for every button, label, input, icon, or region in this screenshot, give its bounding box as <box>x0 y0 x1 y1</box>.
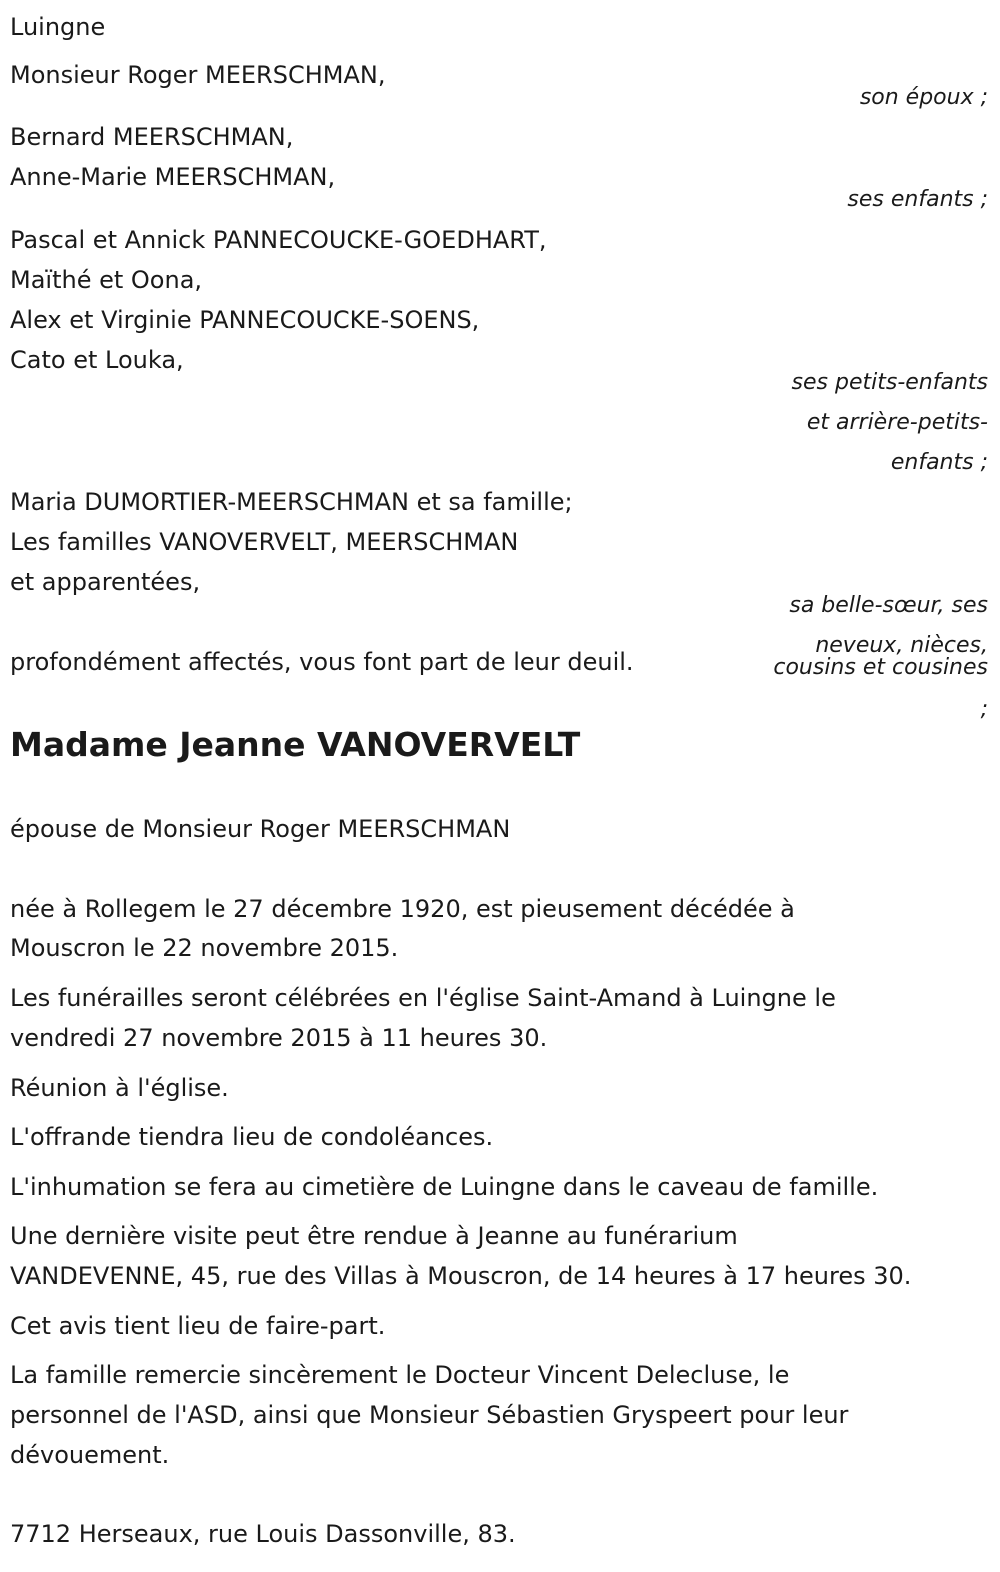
body-line: née à Rollegem le 27 décembre 1920, est pieusement décédée à <box>10 895 795 923</box>
relation-label: ses enfants ; <box>847 187 988 212</box>
family-line: Maïthé et Oona, <box>10 266 203 294</box>
family-line: Cato et Louka, <box>10 346 184 374</box>
family-line: et apparentées, <box>10 568 201 596</box>
relation-label: son époux ; <box>859 85 988 110</box>
body-line: VANDEVENNE, 45, rue des Villas à Mouscron, de 14 heures à 17 heures 30. <box>10 1262 912 1290</box>
body-line: L'offrande tiendra lieu de condoléances. <box>10 1123 494 1151</box>
body-line: Les funérailles seront célébrées en l'église Saint-Amand à Luingne le <box>10 984 836 1012</box>
family-line: Alex et Virginie PANNECOUCKE-SOENS, <box>10 306 480 334</box>
body-line: Réunion à l'église. <box>10 1074 229 1102</box>
relation-label: neveux, nièces, <box>815 633 988 658</box>
relation-label: enfants ; <box>890 450 988 475</box>
family-line: Pascal et Annick PANNECOUCKE-GOEDHART, <box>10 226 547 254</box>
body-line: La famille remercie sincèrement le Docteur Vincent Delecluse, le <box>10 1361 790 1389</box>
body-line: vendredi 27 novembre 2015 à 11 heures 30. <box>10 1024 548 1052</box>
family-line: Monsieur Roger MEERSCHMAN, <box>10 61 386 89</box>
body-line: personnel de l'ASD, ainsi que Monsieur Sébastien Gryspeert pour leur <box>10 1401 849 1429</box>
family-line: Bernard MEERSCHMAN, <box>10 123 294 151</box>
relation-label: sa belle-sœur, ses <box>789 593 988 618</box>
body-line: Une dernière visite peut être rendue à Jeanne au funérarium <box>10 1222 738 1250</box>
family-line: Anne-Marie MEERSCHMAN, <box>10 163 336 191</box>
body-line: L'inhumation se fera au cimetière de Luingne dans le caveau de famille. <box>10 1173 879 1201</box>
relation-label: et arrière-petits- <box>806 410 988 435</box>
announcement: profondément affectés, vous font part de leur deuil. <box>10 648 634 676</box>
family-line: Maria DUMORTIER-MEERSCHMAN et sa famille; <box>10 488 573 516</box>
relation-label: cousins et cousines <box>773 655 988 680</box>
relation-label: ; <box>980 697 988 722</box>
spouse-line: épouse de Monsieur Roger MEERSCHMAN <box>10 815 511 843</box>
body-line: dévouement. <box>10 1441 170 1469</box>
place: Luingne <box>10 13 106 41</box>
body-line: Mouscron le 22 novembre 2015. <box>10 934 399 962</box>
relation-label: ses petits-enfants <box>791 370 988 395</box>
deceased-name: Madame Jeanne VANOVERVELT <box>10 725 581 764</box>
address: 7712 Herseaux, rue Louis Dassonville, 83. <box>10 1520 516 1548</box>
family-line: Les familles VANOVERVELT, MEERSCHMAN <box>10 528 519 556</box>
body-line: Cet avis tient lieu de faire-part. <box>10 1312 386 1340</box>
